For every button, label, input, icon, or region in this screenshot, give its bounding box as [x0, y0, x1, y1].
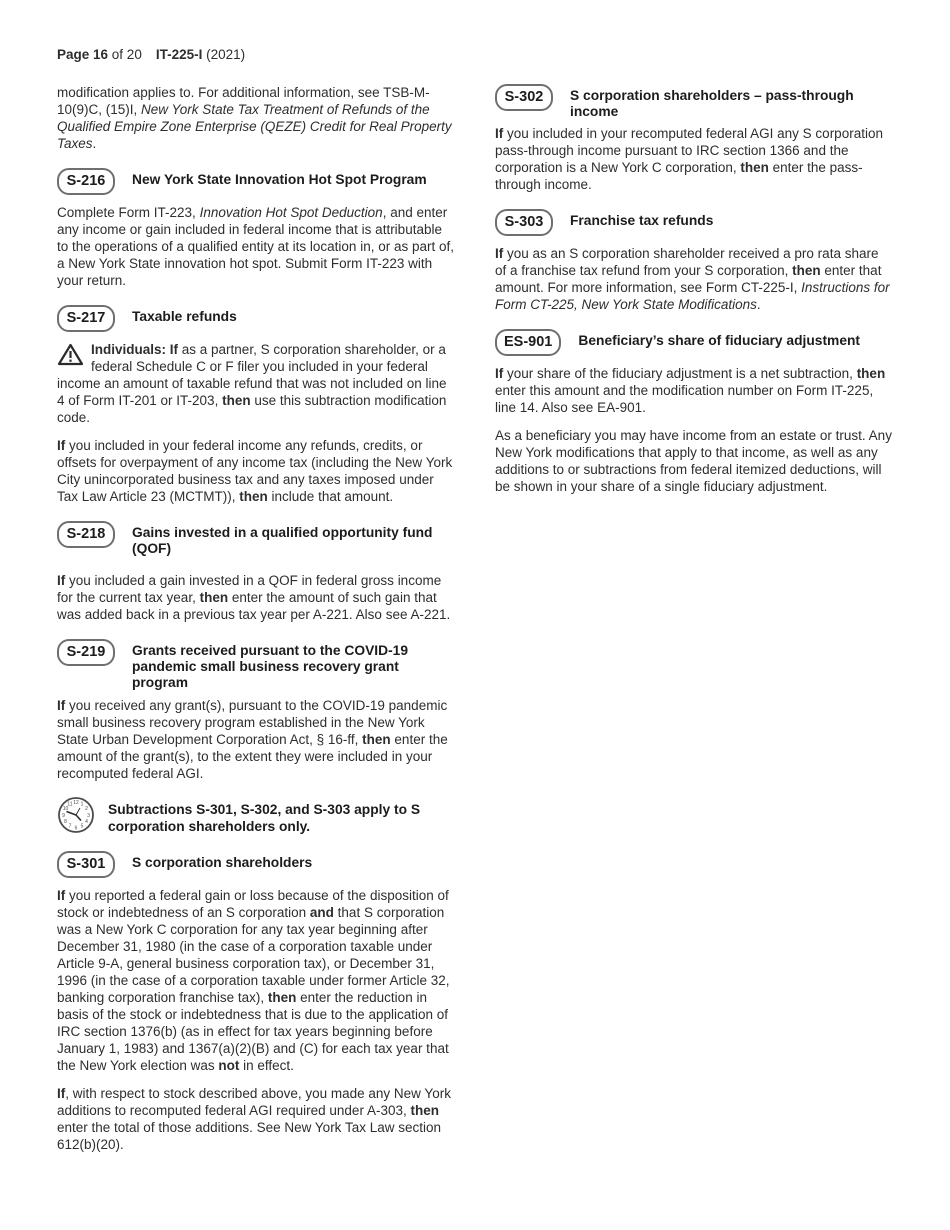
section-header	[57, 521, 455, 557]
svg-text:4: 4	[85, 819, 88, 825]
form-code-label: IT-225-I	[155, 47, 203, 62]
warning-icon	[57, 342, 84, 367]
svg-text:9: 9	[62, 813, 65, 819]
svg-text:12: 12	[73, 800, 79, 806]
section-title: S corporation shareholders – pass-through income	[570, 88, 854, 119]
code-badge-s301: S-301	[57, 851, 115, 878]
section-paragraph: Complete Form IT-223, Innovation Hot Spot Deduction, and enter any income or gain included in federal income that is attributable to the operations of a qualified entity at its location in, or as part of, a New York State innovation hot spot. Submit Form IT-223 with your return.	[57, 205, 454, 288]
section-paragraph: If you reported a federal gain or loss because of the disposition of stock or indebtedness of an S corporation and that S corporation was a New York C corporation for any tax year beginning after December 31, 1980 (in the case of a corporation taxable under Article 9-A, general business corporation tax), or December 31, 1996 (in the case of a corporation taxable under former Article 32, banking corporation franchise tax), then enter the reduction in basis of the stock or indebtedness that is due to the application of IRC section 1376(b) (as in effect for tax years beginning before January 1, 1983) and 1367(a)(2)(B) and (C) for each tax year that the New York election was not in effect.	[57, 888, 450, 1073]
code-badge-s219: S-219	[57, 639, 115, 666]
section-es901	[495, 329, 893, 495]
section-paragraph: If you included in your recomputed federal AGI any S corporation pass-through income pursuant to IRC section 1366 and the corporation is a New York C corporation, then enter the pass-through income.	[495, 126, 883, 192]
code-badge-s217: S-217	[57, 305, 115, 332]
svg-text:2: 2	[85, 806, 88, 812]
left-column	[57, 84, 455, 1153]
section-header	[495, 84, 893, 120]
page-header	[57, 47, 893, 62]
section-header	[57, 851, 455, 878]
section-paragraph: If, with respect to stock described above, you made any New York additions to recomputed federal AGI required under A-303, then enter the total of those additions. See New York Tax Law section 612(b)(20).	[57, 1086, 451, 1152]
section-header	[495, 209, 893, 236]
section-title: New York State Innovation Hot Spot Program	[132, 172, 427, 187]
section-paragraph: Individuals: If as a partner, S corporation shareholder, or a federal Schedule C or F filer you included in your federal income an amount of taxable refund that was not included on line 4 of Form IT-201 or IT-203, then use this subtraction modification code.	[57, 342, 447, 425]
section-title: Grants received pursuant to the COVID-19 pandemic small business recovery grant program	[132, 643, 409, 690]
svg-text:8: 8	[64, 819, 67, 825]
section-paragraph: If you included in your federal income any refunds, credits, or offsets for overpayment of any income tax (including the New York City unincorporated business tax and any taxes imposed under Tax Law Article 23 (MCTMT)), then include that amount.	[57, 438, 453, 504]
svg-text:3: 3	[87, 813, 90, 819]
section-header	[57, 168, 455, 195]
section-paragraph: If your share of the fiduciary adjustment is a net subtraction, then enter this amount and the modification number on Form IT-225, line 14. Also see EA-901.	[495, 366, 886, 415]
code-badge-s216: S-216	[57, 168, 115, 195]
svg-text:10: 10	[62, 806, 69, 812]
right-column	[495, 84, 893, 1153]
svg-text:1: 1	[80, 801, 84, 808]
section-s302	[495, 84, 893, 193]
section-paragraph: If you included a gain invested in a QOF in federal gross income for the current tax year, then enter the amount of such gain that was added back in a previous tax year per A-221. Also see A-221.	[57, 573, 451, 622]
section-paragraph: If you as an S corporation shareholder received a pro rata share of a franchise tax refund from your S corporation, then enter that amount. For more information, see Form CT-225-I, Instructions for Form CT-225, New York State Modifications.	[495, 246, 890, 312]
code-badge-s218: S-218	[57, 521, 115, 548]
section-s217	[57, 305, 455, 505]
shareholders-note	[57, 796, 455, 835]
section-paragraph: As a beneficiary you may have income from an estate or trust. Any New York modifications that apply to that income, as well as any additions to or subtractions from federal itemized deductions, will be shown in your share of a single fiduciary adjustment.	[495, 428, 892, 494]
section-s303	[495, 209, 893, 313]
note-text: Subtractions S-301, S-302, and S-303 apply to S corporation shareholders only.	[108, 802, 421, 834]
page-number-label: Page 16	[57, 47, 109, 62]
section-s218	[57, 521, 455, 623]
section-title: Franchise tax refunds	[570, 213, 714, 228]
code-badge-es901: ES-901	[495, 329, 561, 356]
section-title: Taxable refunds	[132, 309, 237, 324]
svg-text:5: 5	[80, 823, 84, 830]
intro-paragraph: modification applies to. For additional information, see TSB-M-10(9)C, (15)I, New York State Tax Treatment of Refunds of the Qualified Empire Zone Enterprise (QEZE) Credit for Real Property Taxes.	[57, 85, 452, 151]
section-s216	[57, 168, 455, 289]
two-column-layout	[57, 84, 893, 1153]
code-badge-s303: S-303	[495, 209, 553, 236]
svg-text:7: 7	[68, 823, 72, 830]
section-header	[57, 305, 455, 332]
section-s301	[57, 851, 455, 1153]
code-badge-s302: S-302	[495, 84, 553, 111]
section-s219	[57, 639, 455, 782]
svg-text:6: 6	[74, 825, 78, 832]
section-title: Gains invested in a qualified opportunity fund (QOF)	[132, 525, 433, 556]
page-count-label: of 20	[108, 47, 142, 62]
section-title: Beneficiary’s share of fiduciary adjustment	[578, 333, 861, 348]
section-header	[495, 329, 893, 356]
form-year-label: (2021)	[202, 47, 246, 62]
section-header	[57, 639, 455, 691]
section-paragraph: If you received any grant(s), pursuant to the COVID-19 pandemic small business recovery program established in the New York State Urban Development Corporation Act, § 16-ff, then enter the amount of the grant(s), to the extent they were included in your recomputed federal AGI.	[57, 698, 448, 781]
section-title: S corporation shareholders	[132, 855, 313, 870]
clock-icon	[57, 796, 95, 834]
svg-text:11: 11	[67, 801, 73, 808]
